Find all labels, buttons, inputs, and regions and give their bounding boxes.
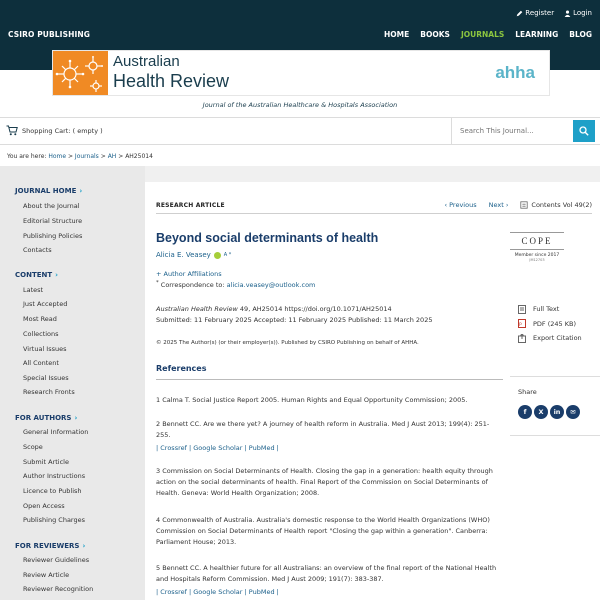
correspondence-email[interactable]: alicia.veasey@outlook.com [226, 281, 316, 290]
citation-block [156, 304, 432, 326]
brand-logo[interactable]: CSIRO PUBLISHING [8, 30, 90, 39]
search-button[interactable] [573, 120, 595, 142]
author-name[interactable]: Alicia E. Veasey [156, 251, 211, 259]
user-icon [564, 10, 571, 17]
sidebar-item-most-read[interactable]: Most Read [23, 315, 57, 323]
copyright-notice: © 2025 The Author(s) (or their employer(s)). Published by CSIRO Publishing on behalf of AHHA. [156, 340, 419, 346]
share-icons [518, 405, 580, 419]
journal-tagline: Journal of the Australian Healthcare & Hospitals Association [202, 101, 398, 109]
contents-link[interactable]: Contents Vol 49(2) [520, 201, 592, 209]
register-link[interactable]: Register [516, 9, 554, 17]
article-dates: Submitted: 11 February 2025 Accepted: 11 February 2025 Published: 11 March 2025 [156, 316, 433, 324]
chevron-right-icon: › [74, 414, 78, 422]
reference-links[interactable]: | Crossref | Google Scholar | PubMed | [156, 444, 279, 452]
search-row [0, 117, 600, 145]
reference-links[interactable]: | Crossref | Google Scholar | PubMed | [156, 588, 279, 596]
article-navigation [444, 201, 592, 209]
sidebar-item-editorial-structure[interactable]: Editorial Structure [23, 217, 83, 225]
pdf-link[interactable]: P PDF (245 KB) [519, 319, 576, 329]
export-citation-link[interactable]: Export Citation [518, 331, 582, 346]
nav-journals[interactable]: JOURNALS [460, 30, 505, 39]
orcid-icon[interactable] [214, 252, 221, 259]
breadcrumb-home[interactable]: Home [48, 153, 67, 160]
cope-badge[interactable]: COPE Member since 2017 JM12703 [510, 232, 564, 278]
sidebar-heading-for-authors[interactable]: FOR AUTHORS › [15, 414, 78, 422]
pdf-icon [518, 319, 526, 328]
document-icon [518, 305, 526, 314]
sidebar-heading-content[interactable]: CONTENT › [15, 271, 59, 279]
search-box [451, 118, 573, 144]
breadcrumb-journals[interactable]: Journals [74, 153, 99, 160]
chevron-left-icon: ‹ [444, 201, 450, 209]
sidebar-item-collections[interactable]: Collections [23, 330, 59, 338]
chevron-right-icon: › [82, 542, 86, 550]
reference-item: 3 Commission on Social Determinants of Health. Closing the gap in a generation: health equity through action on the social determinants of health. Final Report of the Commission on Social Determinants of Health. Geneva: World Health Organization; 2008. [156, 467, 493, 497]
sidebar-heading-journal-home[interactable]: JOURNAL HOME › [15, 187, 83, 195]
next-link[interactable]: Next › [488, 201, 509, 209]
sidebar-item-about[interactable]: About the Journal [23, 202, 80, 210]
sidebar-item-virtual-issues[interactable]: Virtual Issues [23, 345, 67, 353]
search-input[interactable] [452, 119, 572, 143]
nav-books[interactable]: BOOKS [420, 30, 450, 39]
shopping-cart[interactable]: Shopping Cart: ( empty ) [6, 125, 103, 136]
sidebar-item-submit-article[interactable]: Submit Article [23, 458, 69, 466]
chevron-right-icon: › [503, 201, 509, 209]
previous-link[interactable]: ‹ Previous [444, 201, 477, 209]
article-tools [518, 302, 582, 346]
cart-icon [6, 125, 18, 136]
sidebar-item-open-access[interactable]: Open Access [23, 502, 65, 510]
sidebar-item-licence-to-publish[interactable]: Licence to Publish [23, 487, 82, 495]
sidebar-item-special-issues[interactable]: Special Issues [23, 374, 69, 382]
reference-item: 2 Bennett CC. Are we there yet? A journey of health reform in Australia. Med J Aust 2013; 199(4): 251-255. | Crossref | Google Scholar | PubMed | [156, 419, 501, 454]
virus-graphic-icon [53, 51, 108, 96]
full-text-link[interactable]: Full Text [518, 302, 582, 317]
cope-logo: COPE [510, 232, 564, 250]
journal-name: Australian Health Review [156, 305, 238, 313]
sidebar-item-all-content[interactable]: All Content [23, 359, 59, 367]
sidebar-item-publishing-policies[interactable]: Publishing Policies [23, 232, 83, 240]
references-heading: References [156, 364, 503, 380]
facebook-icon[interactable]: f [518, 405, 532, 419]
ahha-logo: ahha [495, 63, 535, 82]
share-panel [510, 376, 600, 436]
nav-blog[interactable]: BLOG [569, 30, 592, 39]
sidebar-item-general-information[interactable]: General Information [23, 428, 89, 436]
journal-banner[interactable] [52, 50, 550, 96]
sidebar-heading-for-reviewers[interactable]: FOR REVIEWERS › [15, 542, 86, 550]
sidebar-item-author-instructions[interactable]: Author Instructions [23, 472, 86, 480]
svg-text:P: P [519, 323, 522, 329]
login-link[interactable]: Login [564, 9, 592, 17]
sidebar-item-reviewer-recognition[interactable]: Reviewer Recognition [23, 585, 94, 593]
sidebar-item-scope[interactable]: Scope [23, 443, 43, 451]
sidebar-item-contacts[interactable]: Contacts [23, 246, 52, 254]
author-line [156, 251, 231, 259]
contents-icon [520, 201, 528, 209]
journal-title: Australian Health Review [113, 53, 230, 91]
sidebar-item-just-accepted[interactable]: Just Accepted [23, 300, 68, 308]
nav-learning[interactable]: LEARNING [515, 30, 559, 39]
breadcrumb-ah[interactable]: AH [107, 153, 117, 160]
share-label: Share [518, 388, 537, 396]
correspondence: * Correspondence to: alicia.veasey@outlook.com [156, 280, 316, 290]
sidebar-item-research-fronts[interactable]: Research Fronts [23, 388, 75, 396]
breadcrumb: You are here: Home > Journals > AH > AH25014 [7, 153, 153, 160]
sidebar [0, 166, 145, 600]
author-affiliations-toggle[interactable]: + Author Affiliations [156, 270, 222, 278]
linkedin-icon[interactable]: in [550, 405, 564, 419]
citation-doi[interactable]: 49, AH25014 https://doi.org/10.1071/AH25014 [239, 305, 392, 313]
pencil-icon [516, 10, 523, 17]
author-marks: A * [223, 252, 232, 258]
search-icon [579, 126, 589, 136]
email-icon[interactable]: ✉ [566, 405, 580, 419]
account-links [516, 9, 592, 17]
sidebar-item-review-article[interactable]: Review Article [23, 571, 70, 579]
sidebar-item-latest[interactable]: Latest [23, 286, 44, 294]
reference-item: 4 Commonwealth of Australia. Australia's domestic response to the World Health Organizations (WHO) Commission on Social Determinants of Health report "Closing the gap within a generation". Canberra: Parliament House; 2013. [156, 516, 490, 546]
breadcrumb-current: AH25014 [125, 153, 153, 160]
nav-home[interactable]: HOME [384, 30, 410, 39]
sidebar-item-publishing-charges[interactable]: Publishing Charges [23, 516, 85, 524]
chevron-right-icon: › [79, 187, 83, 195]
sidebar-item-reviewer-guidelines[interactable]: Reviewer Guidelines [23, 556, 90, 564]
x-icon[interactable]: X [534, 405, 548, 419]
export-icon [518, 334, 526, 343]
reference-item: 5 Bennett CC. A healthier future for all Australians: an overview of the final report of the National Health and Hospitals Reform Commission. Med J Aust 2009; 191(7): 383-387. | Crossref | Google Scholar | PubMed | [156, 563, 501, 598]
reference-item: 1 Calma T. Social Justice Report 2005. Human Rights and Equal Opportunity Commission; 2005. [156, 396, 468, 404]
article-title: Beyond social determinants of health [156, 231, 379, 245]
chevron-right-icon: › [55, 271, 59, 279]
article-header [156, 198, 592, 214]
banner-graphic [53, 51, 108, 96]
main-nav [384, 30, 592, 39]
article-type: RESEARCH ARTICLE [156, 202, 225, 209]
